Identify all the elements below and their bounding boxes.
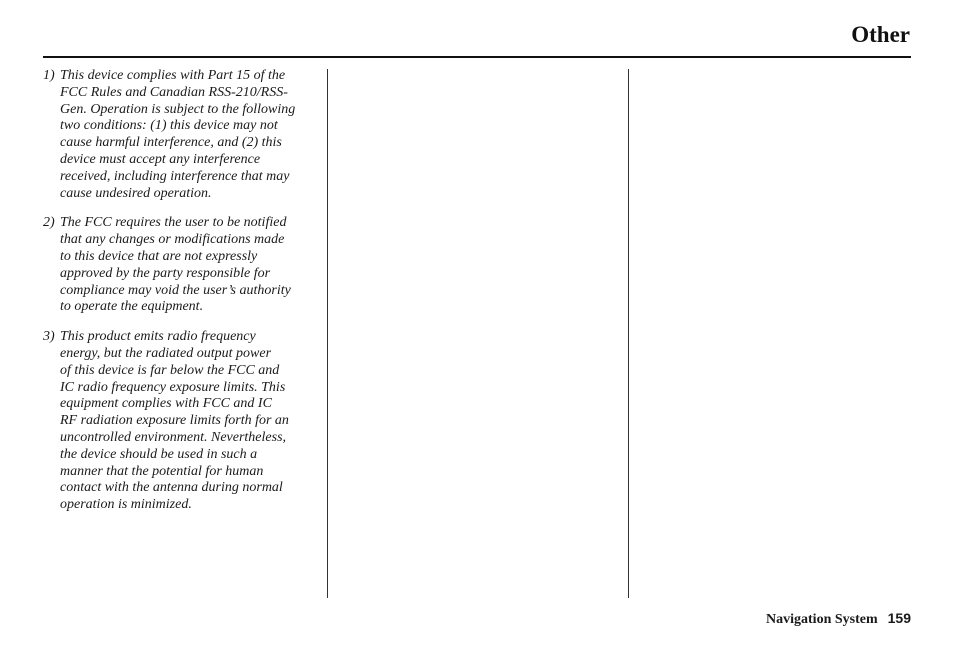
footer-manual-title: Navigation System: [766, 612, 878, 627]
note-text-line: equipment complies with FCC and IC: [60, 396, 272, 412]
note-text-line: of this device is far below the FCC and: [60, 362, 280, 378]
title-divider: [43, 56, 911, 58]
note-text-line: cause harmful interference, and (2) this: [60, 135, 282, 151]
column-divider-left: [327, 69, 328, 598]
page-footer: [766, 608, 911, 630]
compliance-notes-list: [43, 68, 317, 527]
note-text-line: cause undesired operation.: [60, 185, 212, 201]
note-text-line: Gen. Operation is subject to the following: [60, 101, 296, 117]
note-text-line: that any changes or modifications made: [60, 232, 285, 248]
column-divider-right: [628, 69, 629, 598]
note-number: 2): [43, 215, 55, 231]
compliance-note: [43, 329, 317, 514]
note-text-line: operation is minimized.: [60, 497, 192, 513]
note-text-line: uncontrolled environment. Nevertheless,: [60, 429, 287, 445]
compliance-note: [43, 215, 317, 316]
note-text-line: approved by the party responsible for: [60, 265, 271, 281]
note-number: 3): [43, 329, 55, 345]
note-text-line: contact with the antenna during normal: [60, 480, 283, 496]
compliance-note: [43, 68, 317, 202]
note-text-line: compliance may void the user’s authority: [60, 282, 291, 298]
note-text-line: the device should be used in such a: [60, 446, 258, 462]
note-text-line: to operate the equipment.: [60, 299, 204, 315]
note-text-line: two conditions: (1) this device may not: [60, 118, 278, 134]
note-text-line: energy, but the radiated output power: [60, 345, 272, 361]
page-number: 159: [887, 610, 911, 626]
note-text-line: device must accept any interference: [60, 151, 261, 167]
note-text-line: This device complies with Part 15 of the: [60, 68, 286, 83]
note-text-line: FCC Rules and Canadian RSS-210/RSS-: [60, 84, 288, 100]
note-text-line: This product emits radio frequency: [60, 329, 256, 345]
note-text-line: received, including interference that may: [60, 168, 290, 184]
note-text-line: The FCC requires the user to be notified: [60, 215, 287, 231]
note-number: 1): [43, 68, 55, 83]
note-text-line: to this device that are not expressly: [60, 248, 258, 264]
note-text-line: IC radio frequency exposure limits. This: [60, 379, 286, 395]
note-text-line: manner that the potential for human: [60, 463, 264, 479]
section-title: Other: [851, 22, 910, 47]
note-text-line: RF radiation exposure limits forth for an: [60, 413, 289, 429]
